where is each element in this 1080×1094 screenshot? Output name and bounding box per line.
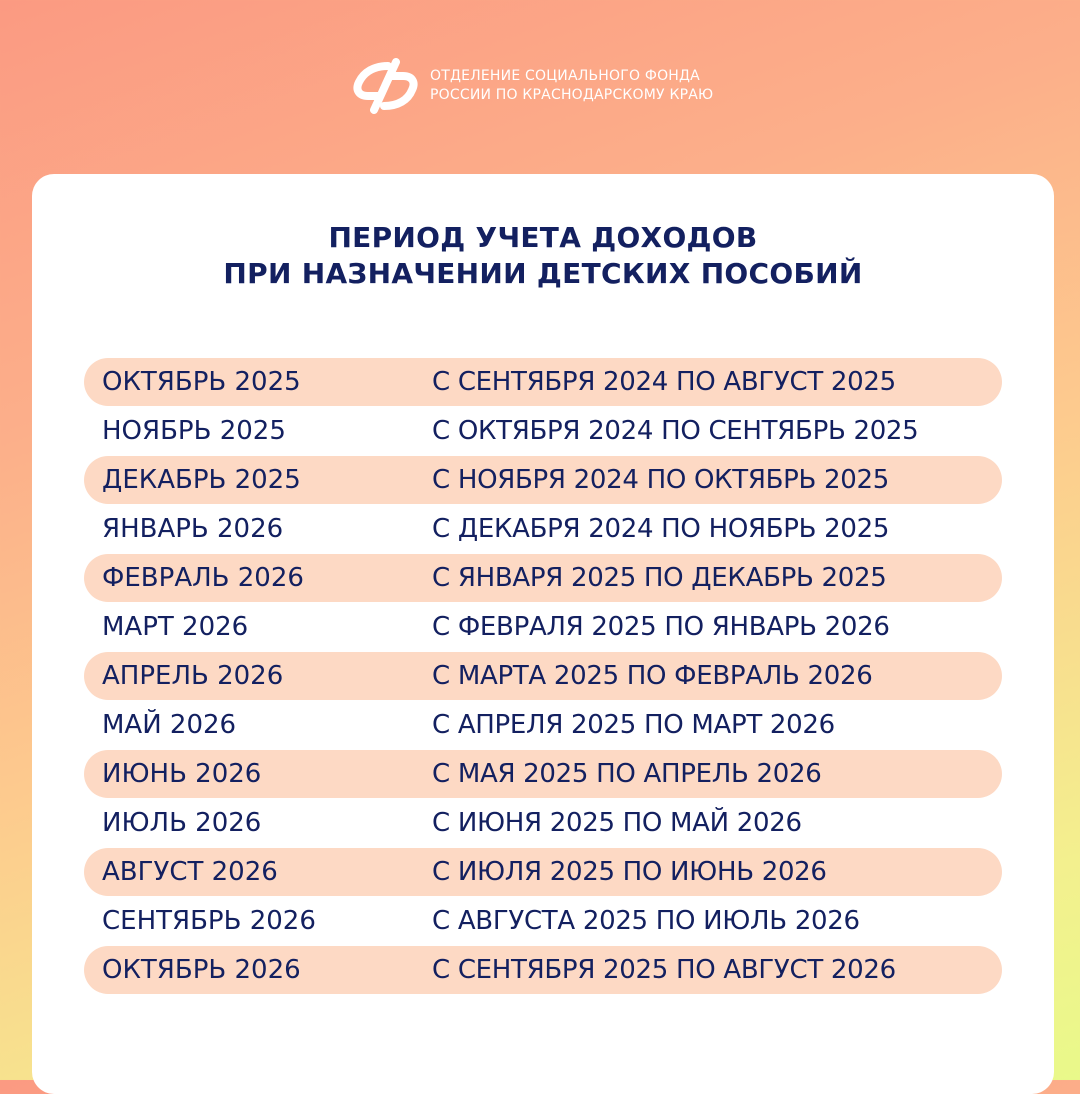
table-row (84, 946, 1054, 995)
row-period: С ЯНВАРЯ 2025 ПО ДЕКАБРЬ 2025 (432, 563, 887, 593)
org-name (430, 67, 713, 105)
table-row (84, 554, 1054, 603)
title-line1: ПЕРИОД УЧЕТА ДОХОДОВ (328, 221, 758, 254)
org-header (350, 58, 713, 114)
row-month: АВГУСТ 2026 (102, 857, 278, 887)
row-month: МАРТ 2026 (102, 612, 249, 642)
row-period: С АВГУСТА 2025 ПО ИЮЛЬ 2026 (432, 906, 860, 936)
row-period: С МАРТА 2025 ПО ФЕВРАЛЬ 2026 (432, 661, 873, 691)
card-title (32, 220, 1054, 292)
row-month: ОКТЯБРЬ 2025 (102, 367, 301, 397)
row-period: С ИЮНЯ 2025 ПО МАЙ 2026 (432, 808, 802, 838)
row-period: С СЕНТЯБРЯ 2025 ПО АВГУСТ 2026 (432, 955, 896, 985)
table-row (84, 505, 1054, 554)
table-row (84, 799, 1054, 848)
table-row (84, 701, 1054, 750)
table-row (84, 358, 1054, 407)
period-table (84, 358, 1054, 995)
table-row (84, 407, 1054, 456)
sfr-logo-icon (350, 58, 420, 114)
row-period: С НОЯБРЯ 2024 ПО ОКТЯБРЬ 2025 (432, 465, 890, 495)
row-month: ЯНВАРЬ 2026 (102, 514, 284, 544)
row-month: ИЮНЬ 2026 (102, 759, 262, 789)
row-month: ОКТЯБРЬ 2026 (102, 955, 301, 985)
row-period: С АПРЕЛЯ 2025 ПО МАРТ 2026 (432, 710, 835, 740)
row-period: С ДЕКАБРЯ 2024 ПО НОЯБРЬ 2025 (432, 514, 890, 544)
title-line2: ПРИ НАЗНАЧЕНИИ ДЕТСКИХ ПОСОБИЙ (223, 257, 863, 290)
org-name-line1: ОТДЕЛЕНИЕ СОЦИАЛЬНОГО ФОНДА (430, 68, 700, 84)
row-month: НОЯБРЬ 2025 (102, 416, 286, 446)
table-row (84, 848, 1054, 897)
table-row (84, 897, 1054, 946)
row-period: С СЕНТЯБРЯ 2024 ПО АВГУСТ 2025 (432, 367, 896, 397)
row-month: МАЙ 2026 (102, 710, 237, 740)
row-period: С МАЯ 2025 ПО АПРЕЛЬ 2026 (432, 759, 822, 789)
table-row (84, 603, 1054, 652)
row-month: ДЕКАБРЬ 2025 (102, 465, 301, 495)
row-month: АПРЕЛЬ 2026 (102, 661, 284, 691)
row-period: С ФЕВРАЛЯ 2025 ПО ЯНВАРЬ 2026 (432, 612, 890, 642)
row-period: С ИЮЛЯ 2025 ПО ИЮНЬ 2026 (432, 857, 827, 887)
table-row (84, 456, 1054, 505)
row-month: СЕНТЯБРЬ 2026 (102, 906, 316, 936)
table-row (84, 652, 1054, 701)
row-period: С ОКТЯБРЯ 2024 ПО СЕНТЯБРЬ 2025 (432, 416, 919, 446)
info-card (32, 174, 1054, 1094)
table-row (84, 750, 1054, 799)
row-month: ИЮЛЬ 2026 (102, 808, 262, 838)
row-month: ФЕВРАЛЬ 2026 (102, 563, 304, 593)
org-name-line2: РОССИИ ПО КРАСНОДАРСКОМУ КРАЮ (430, 87, 714, 103)
